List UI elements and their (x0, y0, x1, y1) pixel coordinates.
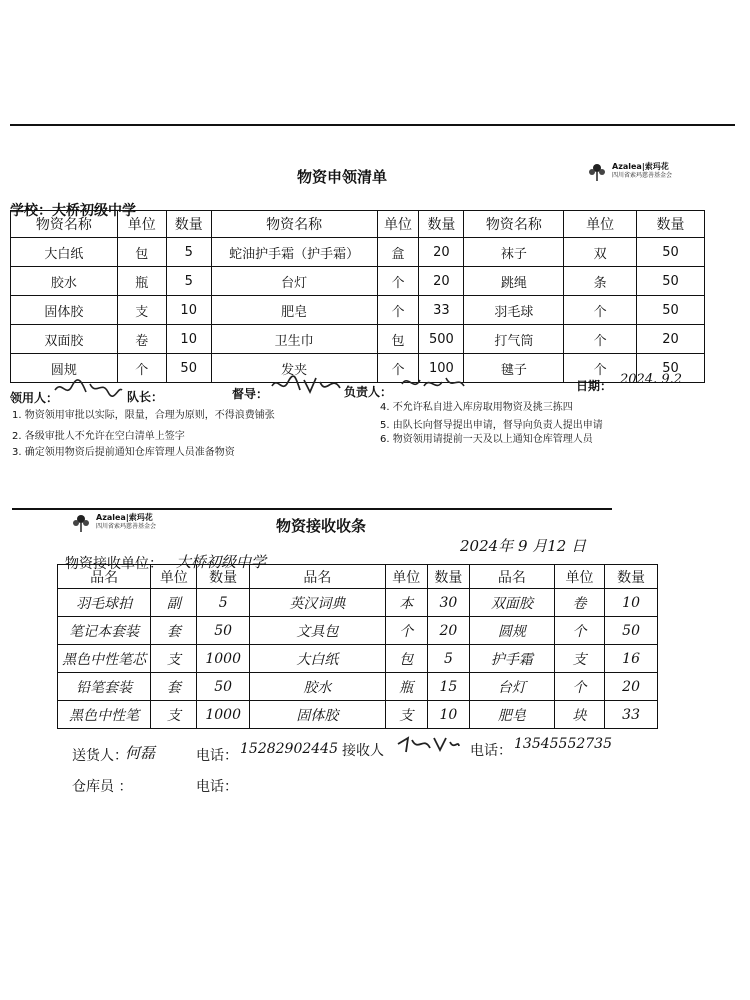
sender-phone: 15282902445 (240, 741, 338, 757)
phone-label-1: 电话： (196, 748, 238, 764)
table-cell: 英汉词典 (249, 589, 385, 617)
column-header: 数量 (419, 211, 464, 238)
team-leader-label: 队长： (127, 390, 164, 404)
column-header: 单位 (564, 211, 637, 238)
table-cell: 个 (554, 673, 604, 701)
column-header: 品名 (469, 565, 554, 589)
requisition-title: 物资申领清单 (297, 168, 388, 186)
table-cell: 固体胶 (249, 701, 385, 729)
table-cell: 本 (385, 589, 427, 617)
table-cell: 固体胶 (11, 296, 118, 325)
table-cell: 套 (151, 673, 197, 701)
supervisor-label: 督导： (232, 387, 269, 401)
table-cell: 个 (117, 354, 166, 383)
column-header: 单位 (385, 565, 427, 589)
column-header: 数量 (427, 565, 469, 589)
table-cell: 袜子 (464, 238, 564, 267)
page-edge-line-middle (12, 508, 612, 510)
table-cell: 50 (637, 267, 705, 296)
table-cell: 包 (385, 645, 427, 673)
phone-label-2: 电话： (470, 743, 512, 759)
table-cell: 铅笔套装 (58, 673, 151, 701)
receiver-signature (396, 732, 460, 756)
table-cell: 个 (377, 296, 419, 325)
table-cell: 个 (564, 325, 637, 354)
note-3: 3. 确定领用物资后提前通知仓库管理人员准备物资 (12, 447, 235, 458)
column-header: 单位 (377, 211, 419, 238)
column-header: 物资名称 (464, 211, 564, 238)
table-cell: 10 (605, 589, 658, 617)
warehouse-keeper-label: 仓库员 ： (72, 779, 133, 795)
table-row (58, 673, 658, 701)
table-cell: 胶水 (249, 673, 385, 701)
table-cell: 护手霜 (469, 645, 554, 673)
table-cell: 50 (605, 617, 658, 645)
table-cell: 笔记本套装 (58, 617, 151, 645)
column-header: 单位 (151, 565, 197, 589)
table-cell: 50 (637, 354, 705, 383)
column-header: 数量 (637, 211, 705, 238)
table-cell: 双 (564, 238, 637, 267)
table-cell: 盒 (377, 238, 419, 267)
table-cell: 16 (605, 645, 658, 673)
table-cell: 支 (554, 645, 604, 673)
requisition-table (10, 210, 705, 383)
table-cell: 卫生巾 (211, 325, 377, 354)
table-cell: 毽子 (464, 354, 564, 383)
applicant-signature (52, 378, 124, 400)
table-cell: 10 (166, 296, 211, 325)
table-cell: 50 (637, 238, 705, 267)
table-cell: 大白纸 (249, 645, 385, 673)
receipt-logo (70, 511, 156, 533)
table-cell: 5 (197, 589, 250, 617)
table-cell: 20 (605, 673, 658, 701)
table-cell: 支 (385, 701, 427, 729)
table-cell: 肥皂 (211, 296, 377, 325)
sender-label: 送货人： (72, 748, 128, 764)
table-cell: 包 (117, 238, 166, 267)
column-header: 品名 (58, 565, 151, 589)
table-cell: 20 (637, 325, 705, 354)
receipt-table (57, 564, 658, 729)
table-cell: 个 (377, 267, 419, 296)
receiving-unit-label: 物资接收单位： (65, 556, 163, 572)
applicant-label: 领用人： (10, 391, 59, 405)
table-cell: 20 (419, 267, 464, 296)
table-cell: 打气筒 (464, 325, 564, 354)
table-row (58, 589, 658, 617)
table-cell: 500 (419, 325, 464, 354)
table-cell: 黑色中性笔芯 (58, 645, 151, 673)
table-cell: 15 (427, 673, 469, 701)
table-cell: 蛇油护手霜（护手霜） (211, 238, 377, 267)
table-row (58, 645, 658, 673)
receipt-date: 2024年 9 月12 日 (460, 537, 587, 555)
receiver-phone: 13545552735 (514, 736, 612, 752)
table-cell: 瓶 (385, 673, 427, 701)
table-cell: 30 (427, 589, 469, 617)
table-cell: 发夹 (211, 354, 377, 383)
table-cell: 支 (117, 296, 166, 325)
table-header-row (58, 565, 658, 589)
table-row (58, 617, 658, 645)
table-cell: 50 (166, 354, 211, 383)
table-cell: 黑色中性笔 (58, 701, 151, 729)
date-label: 日期： (576, 379, 613, 393)
table-cell: 块 (554, 701, 604, 729)
school-label: 学校：大桥初级中学 (10, 203, 136, 219)
logo-name: Azalea|索玛花 (96, 513, 153, 522)
table-cell: 肥皂 (469, 701, 554, 729)
table-cell: 个 (385, 617, 427, 645)
page-edge-line-top (10, 124, 735, 126)
table-cell: 个 (564, 296, 637, 325)
table-cell: 圆规 (11, 354, 118, 383)
table-cell: 33 (419, 296, 464, 325)
column-header: 单位 (554, 565, 604, 589)
table-header-row (11, 211, 705, 238)
table-row (11, 325, 705, 354)
table-cell: 5 (166, 267, 211, 296)
table-row (58, 701, 658, 729)
table-cell: 卷 (117, 325, 166, 354)
table-cell: 20 (427, 617, 469, 645)
table-cell: 台灯 (211, 267, 377, 296)
table-cell: 套 (151, 617, 197, 645)
table-cell: 文具包 (249, 617, 385, 645)
column-header: 单位 (117, 211, 166, 238)
column-header: 数量 (166, 211, 211, 238)
table-cell: 10 (166, 325, 211, 354)
column-header: 物资名称 (211, 211, 377, 238)
table-cell: 个 (377, 354, 419, 383)
table-cell: 10 (427, 701, 469, 729)
column-header: 数量 (197, 565, 250, 589)
logo-subtitle: 四川省索玛慈善基金会 (96, 523, 157, 530)
receipt-title: 物资接收收条 (276, 517, 367, 535)
table-cell: 个 (564, 354, 637, 383)
column-header: 品名 (249, 565, 385, 589)
table-cell: 胶水 (11, 267, 118, 296)
column-header: 物资名称 (11, 211, 118, 238)
table-cell: 瓶 (117, 267, 166, 296)
azalea-flower-icon (586, 160, 608, 182)
table-cell: 包 (377, 325, 419, 354)
table-cell: 50 (197, 673, 250, 701)
table-cell: 羽毛球 (464, 296, 564, 325)
table-row (11, 238, 705, 267)
note-6: 6. 物资领用请提前一天及以上通知仓库管理人员 (380, 434, 593, 445)
receiving-unit-value: 大桥初级中学 (176, 553, 267, 571)
logo-name: Azalea|索玛花 (612, 162, 669, 171)
note-5: 5. 由队长向督导提出申请，督导向负责人提出申请 (380, 420, 603, 431)
table-cell: 100 (419, 354, 464, 383)
azalea-flower-icon (70, 511, 92, 533)
table-cell: 50 (637, 296, 705, 325)
sender-name: 何磊 (125, 744, 156, 762)
note-1: 1. 物资领用审批以实际，限量，合理为原则，不得浪费铺张 (12, 410, 275, 421)
table-row (11, 296, 705, 325)
receiver-label: 接收人 (342, 743, 384, 759)
date-handwritten: 2024. 9.2 (620, 372, 683, 387)
phone-label-3: 电话： (196, 779, 238, 795)
table-cell: 20 (419, 238, 464, 267)
table-cell: 羽毛球拍 (58, 589, 151, 617)
table-cell: 支 (151, 701, 197, 729)
responsible-label: 负责人： (344, 385, 393, 399)
table-cell: 卷 (554, 589, 604, 617)
table-cell: 跳绳 (464, 267, 564, 296)
requisition-logo (586, 160, 672, 182)
supervisor-signature (270, 372, 342, 398)
table-cell: 圆规 (469, 617, 554, 645)
table-cell: 双面胶 (469, 589, 554, 617)
responsible-signature (398, 372, 468, 394)
table-cell: 大白纸 (11, 238, 118, 267)
note-4: 4. 不允许私自进入库房取用物资及挑三拣四 (380, 402, 573, 413)
table-cell: 支 (151, 645, 197, 673)
logo-subtitle: 四川省索玛慈善基金会 (612, 172, 673, 179)
table-cell: 33 (605, 701, 658, 729)
table-cell: 1000 (197, 701, 250, 729)
table-cell: 50 (197, 617, 250, 645)
note-2: 2. 各级审批人不允许在空白清单上签字 (12, 431, 185, 442)
table-cell: 条 (564, 267, 637, 296)
table-cell: 5 (166, 238, 211, 267)
table-cell: 台灯 (469, 673, 554, 701)
table-cell: 1000 (197, 645, 250, 673)
table-cell: 双面胶 (11, 325, 118, 354)
table-cell: 5 (427, 645, 469, 673)
column-header: 数量 (605, 565, 658, 589)
table-cell: 副 (151, 589, 197, 617)
table-row (11, 267, 705, 296)
table-cell: 个 (554, 617, 604, 645)
